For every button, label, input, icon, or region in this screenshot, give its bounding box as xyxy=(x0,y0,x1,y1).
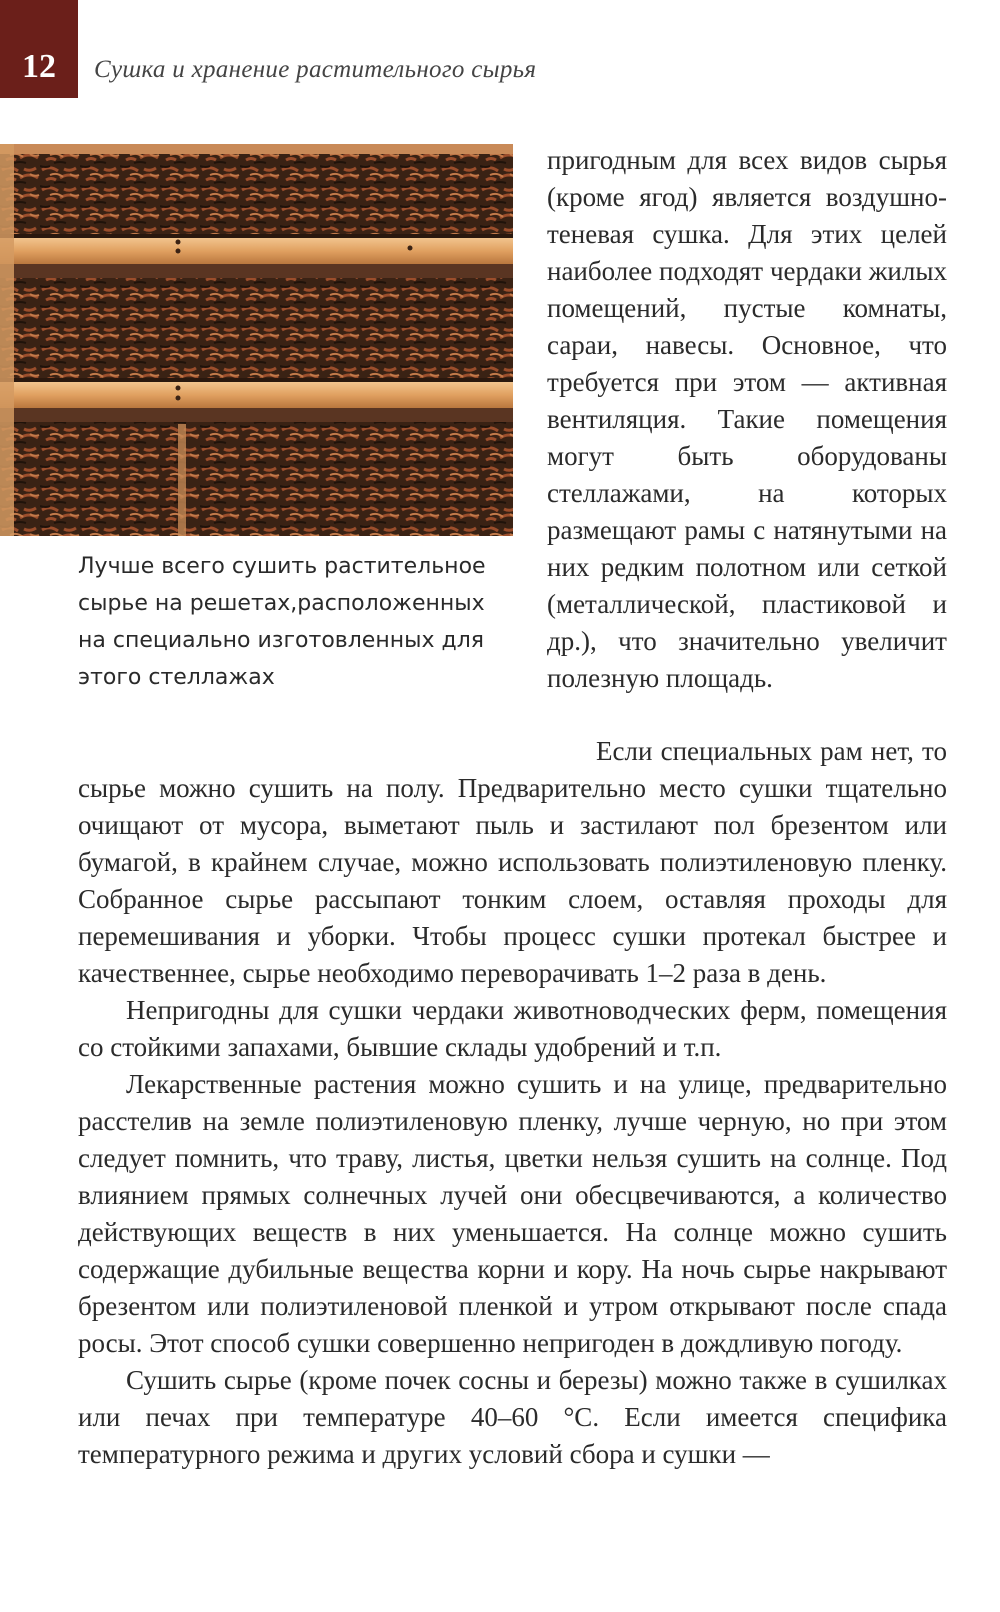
page-number: 12 xyxy=(22,48,56,85)
paragraph-4: Сушить сырье (кроме почек сосны и березы) можно также в сушилках или печах при температуре 40–60 °С. Если имеется специфика температурного режима и других условий сбора и сушки — xyxy=(78,1365,947,1469)
body-text xyxy=(78,733,947,1473)
figure-caption: Лучше всего сушить растительное сырье на решетах,расположенных на специально изготовленных для этого стеллажах xyxy=(78,554,486,690)
drying-racks-illustration xyxy=(0,144,513,536)
paragraph-2: Непригодны для сушки чердаки животноводческих ферм, помещения со стойкими запахами, бывшие склады удобрений и т.п. xyxy=(78,995,947,1062)
page-number-box xyxy=(0,0,78,98)
paragraph-1: Если специальных рам нет, то сырье можно сушить на полу. Предварительно место сушки тщательно очищают от мусора, выметают пыль и застилают пол брезентом или бумагой, в крайнем случае, можно использовать полиэтиленовую пленку. Собранное сырье рассыпают тонким слоем, оставляя проходы для перемешивания и уборки. Чтобы процесс сушки протекал быстрее и качественнее, сырье необходимо переворачивать 1–2 раза в день. xyxy=(78,736,947,988)
running-title: Сушка и хранение растительного сырья xyxy=(94,56,537,83)
column-paragraph: пригодным для всех видов сырья (кроме ягод) является воздушно-теневая сушка. Для этих целей наиболее подходят чердаки жилых помещений, пустые комнаты, сараи, навесы. Основное, что требуется при этом — активная вентиляция. Такие помещения могут быть оборудованы стеллажами, на которых размещают рамы с натянутыми на них редким полотном или сеткой (металлической, пластиковой и др.), что значительно увеличит полезную площадь. xyxy=(547,145,947,693)
paragraph-3: Лекарственные растения можно сушить и на улице, предварительно расстелив на земле полиэтиленовую пленку, лучше черную, но при этом следует помнить, что траву, листья, цветки нельзя сушить на солнце. Под влиянием прямых солнечных лучей они обесцвечиваются, а количество действующих веществ в них уменьшается. На солнце можно сушить содержащие дубильные вещества корни и кору. На ночь сырье накрывают брезентом или полиэтиленовой пленкой и утром открывают после спада росы. Этот способ сушки совершенно непригоден в дождливую погоду. xyxy=(78,1069,947,1358)
drying-racks-photo xyxy=(0,144,513,536)
